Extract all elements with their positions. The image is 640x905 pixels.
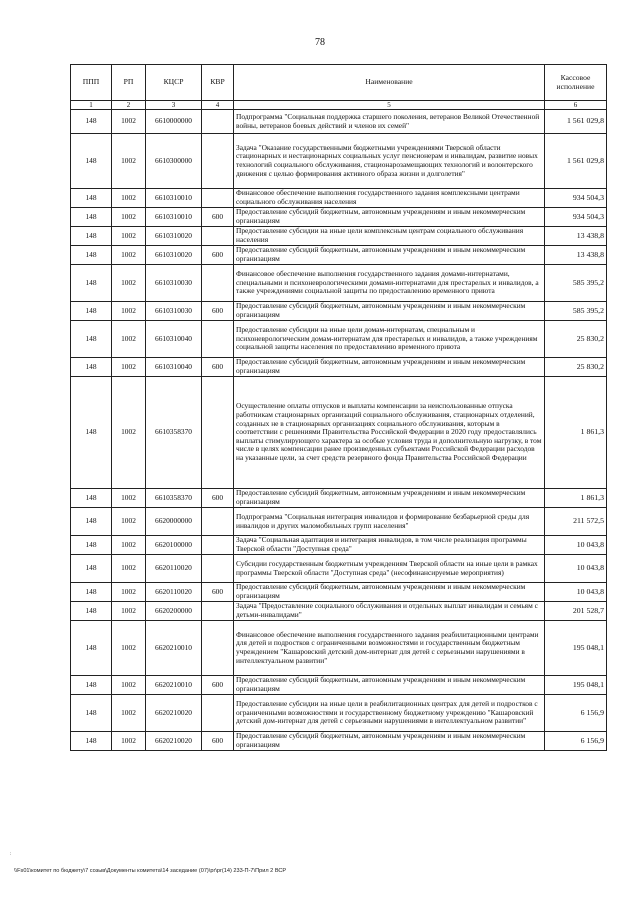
table-row bbox=[71, 227, 607, 246]
amount-cell: 13 438,8 bbox=[545, 227, 607, 246]
header-kcsr: КЦСР bbox=[146, 65, 202, 101]
kvr-cell bbox=[202, 189, 234, 208]
amount-cell: 10 043,8 bbox=[545, 536, 607, 555]
kcsr-cell: 6620000000 bbox=[146, 508, 202, 536]
name-cell: Предоставление субсидии на иные цели домам-интернатам, специальным и психоневрологическим домам-интернатам для престарелых и инвалидов, а также учреждениям социальной защиты населения по предоставлению временного приюта bbox=[234, 321, 545, 358]
kvr-cell bbox=[202, 110, 234, 134]
ppp-cell: 148 bbox=[71, 621, 112, 676]
ppp-cell: 148 bbox=[71, 358, 112, 377]
column-number: 6 bbox=[545, 101, 607, 110]
ppp-cell: 148 bbox=[71, 676, 112, 695]
kcsr-cell: 6610300000 bbox=[146, 134, 202, 189]
rp-cell: 1002 bbox=[112, 265, 146, 302]
amount-cell: 25 830,2 bbox=[545, 358, 607, 377]
kvr-cell bbox=[202, 536, 234, 555]
table-header-row bbox=[71, 65, 607, 101]
amount-cell: 934 504,3 bbox=[545, 208, 607, 227]
table-row bbox=[71, 246, 607, 265]
name-cell: Предоставление субсидий бюджетным, автономным учреждениям и иным некоммерческим организациям bbox=[234, 246, 545, 265]
kvr-cell bbox=[202, 265, 234, 302]
kcsr-cell: 6620110020 bbox=[146, 583, 202, 602]
kcsr-cell: 6620210010 bbox=[146, 676, 202, 695]
header-name: Наименование bbox=[234, 65, 545, 101]
table-row bbox=[71, 536, 607, 555]
kvr-cell: 600 bbox=[202, 246, 234, 265]
kcsr-cell: 6620200000 bbox=[146, 602, 202, 621]
kcsr-cell: 6610358370 bbox=[146, 377, 202, 489]
ppp-cell: 148 bbox=[71, 246, 112, 265]
rp-cell: 1002 bbox=[112, 621, 146, 676]
kvr-cell: 600 bbox=[202, 583, 234, 602]
rp-cell: 1002 bbox=[112, 110, 146, 134]
kvr-cell bbox=[202, 695, 234, 732]
table-row bbox=[71, 134, 607, 189]
name-cell: Финансовое обеспечение выполнения государственного задания домами-интернатами, специальными и психоневрологическими домами-интернатами для престарелых и инвалидов, а также учреждениями социальной защиты по предоставлению временного приюта bbox=[234, 265, 545, 302]
kcsr-cell: 6620210020 bbox=[146, 695, 202, 732]
header-rp: РП bbox=[112, 65, 146, 101]
table-row bbox=[71, 302, 607, 321]
margin-mark: : bbox=[10, 852, 12, 857]
amount-cell: 1 561 029,8 bbox=[545, 110, 607, 134]
kvr-cell: 600 bbox=[202, 732, 234, 751]
kcsr-cell: 6610310040 bbox=[146, 358, 202, 377]
table-row bbox=[71, 265, 607, 302]
kvr-cell bbox=[202, 321, 234, 358]
ppp-cell: 148 bbox=[71, 602, 112, 621]
name-cell: Предоставление субсидии на иные цели в реабилитационных центрах для детей и подростков с ограниченными возможностями и государственному бюджетному учреждению "Кашаровский детский дом-интернат для детей с серьезными нарушениями в интеллектуальном развитии" bbox=[234, 695, 545, 732]
kcsr-cell: 6610310030 bbox=[146, 302, 202, 321]
rp-cell: 1002 bbox=[112, 489, 146, 508]
name-cell: Предоставление субсидий бюджетным, автономным учреждениям и иным некоммерческим организациям bbox=[234, 676, 545, 695]
ppp-cell: 148 bbox=[71, 489, 112, 508]
column-number: 2 bbox=[112, 101, 146, 110]
table-row bbox=[71, 602, 607, 621]
kvr-cell: 600 bbox=[202, 676, 234, 695]
amount-cell: 6 156,9 bbox=[545, 695, 607, 732]
rp-cell: 1002 bbox=[112, 208, 146, 227]
kvr-cell bbox=[202, 508, 234, 536]
table-row bbox=[71, 732, 607, 751]
rp-cell: 1002 bbox=[112, 555, 146, 583]
table-row bbox=[71, 358, 607, 377]
name-cell: Осуществление оплаты отпусков и выплаты компенсации за неиспользованные отпуска работникам стационарных организаций социального обслуживания, стационарных отделений, созданных не в стационарных организациях социального обслуживания, которым в соответствии с решениями Правительства Российской Федерации в 2020 году предоставлялись выплаты стимулирующего характера за особые условия труда и дополнительную нагрузку, в том числе в целях компенсации ранее произведенных субъектами Российской Федерации расходов на указанные цели, за счет средств резервного фонда Правительства Российской Федерации bbox=[234, 377, 545, 489]
rp-cell: 1002 bbox=[112, 732, 146, 751]
header-kvr: КВР bbox=[202, 65, 234, 101]
kcsr-cell: 6610000000 bbox=[146, 110, 202, 134]
ppp-cell: 148 bbox=[71, 321, 112, 358]
name-cell: Предоставление субсидии на иные цели комплексным центрам социального обслуживания населения bbox=[234, 227, 545, 246]
amount-cell: 1 861,3 bbox=[545, 489, 607, 508]
file-path-footer: \\Fs01\комитет по бюджету\7 созыв\Документы комитета\14 заседание (07)\pr\pr(14) 233-П-7\Прил 2 ВСР bbox=[14, 868, 287, 874]
column-number: 1 bbox=[71, 101, 112, 110]
kcsr-cell: 6620100000 bbox=[146, 536, 202, 555]
amount-cell: 585 395,2 bbox=[545, 302, 607, 321]
amount-cell: 585 395,2 bbox=[545, 265, 607, 302]
rp-cell: 1002 bbox=[112, 246, 146, 265]
amount-cell: 195 048,1 bbox=[545, 621, 607, 676]
table-row bbox=[71, 555, 607, 583]
name-cell: Предоставление субсидий бюджетным, автономным учреждениям и иным некоммерческим организациям bbox=[234, 358, 545, 377]
kcsr-cell: 6610358370 bbox=[146, 489, 202, 508]
name-cell: Задача "Оказание государственными бюджетными учреждениями Тверской области стационарных и нестационарных социальных услуг пенсионерам и инвалидам, развитие новых технологий социального обслуживания, стационарозамещающих технологий и волонтерского движения с целью формирования активного образа жизни и долголетия" bbox=[234, 134, 545, 189]
table-row bbox=[71, 676, 607, 695]
kcsr-cell: 6610310030 bbox=[146, 265, 202, 302]
column-number: 4 bbox=[202, 101, 234, 110]
name-cell: Предоставление субсидий бюджетным, автономным учреждениям и иным некоммерческим организациям bbox=[234, 208, 545, 227]
budget-execution-table bbox=[70, 64, 607, 751]
kcsr-cell: 6610310020 bbox=[146, 246, 202, 265]
name-cell: Предоставление субсидий бюджетным, автономным учреждениям и иным некоммерческим организациям bbox=[234, 583, 545, 602]
rp-cell: 1002 bbox=[112, 134, 146, 189]
amount-cell: 10 043,8 bbox=[545, 555, 607, 583]
header-amount: Кассовое исполнение bbox=[545, 65, 607, 101]
amount-cell: 25 830,2 bbox=[545, 321, 607, 358]
ppp-cell: 148 bbox=[71, 555, 112, 583]
ppp-cell: 148 bbox=[71, 110, 112, 134]
table-row bbox=[71, 583, 607, 602]
table-row bbox=[71, 695, 607, 732]
table-row bbox=[71, 321, 607, 358]
name-cell: Подпрограмма "Социальная интеграция инвалидов и формирование безбарьерной среды для инвалидов и других маломобильных групп населения" bbox=[234, 508, 545, 536]
rp-cell: 1002 bbox=[112, 302, 146, 321]
kvr-cell: 600 bbox=[202, 302, 234, 321]
kcsr-cell: 6620110020 bbox=[146, 555, 202, 583]
table-body bbox=[71, 110, 607, 751]
amount-cell: 934 504,3 bbox=[545, 189, 607, 208]
page-number: 78 bbox=[315, 37, 325, 48]
amount-cell: 201 528,7 bbox=[545, 602, 607, 621]
ppp-cell: 148 bbox=[71, 377, 112, 489]
amount-cell: 13 438,8 bbox=[545, 246, 607, 265]
rp-cell: 1002 bbox=[112, 321, 146, 358]
rp-cell: 1002 bbox=[112, 602, 146, 621]
rp-cell: 1002 bbox=[112, 227, 146, 246]
ppp-cell: 148 bbox=[71, 695, 112, 732]
amount-cell: 1 561 029,8 bbox=[545, 134, 607, 189]
name-cell: Субсидии государственным бюджетным учреждениям Тверской области на иные цели в рамках программы Тверской области "Доступная среда" (несофинансируемые мероприятия) bbox=[234, 555, 545, 583]
rp-cell: 1002 bbox=[112, 536, 146, 555]
rp-cell: 1002 bbox=[112, 358, 146, 377]
rp-cell: 1002 bbox=[112, 189, 146, 208]
ppp-cell: 148 bbox=[71, 732, 112, 751]
table-row bbox=[71, 208, 607, 227]
name-cell: Подпрограмма "Социальная поддержка старшего поколения, ветеранов Великой Отечественной войны, ветеранов боевых действий и членов их семей" bbox=[234, 110, 545, 134]
ppp-cell: 148 bbox=[71, 508, 112, 536]
kcsr-cell: 6610310010 bbox=[146, 189, 202, 208]
rp-cell: 1002 bbox=[112, 583, 146, 602]
kvr-cell bbox=[202, 377, 234, 489]
header-ppp: ППП bbox=[71, 65, 112, 101]
rp-cell: 1002 bbox=[112, 377, 146, 489]
name-cell: Финансовое обеспечение выполнения государственного задания реабилитационными центрами для детей и подростков с ограниченными возможностями и государственным бюджетным учреждением "Кашаровский детский дом-интернат для детей с серьезными нарушениями в интеллектуальном развитии" bbox=[234, 621, 545, 676]
kvr-cell bbox=[202, 602, 234, 621]
amount-cell: 211 572,5 bbox=[545, 508, 607, 536]
ppp-cell: 148 bbox=[71, 536, 112, 555]
amount-cell: 1 861,3 bbox=[545, 377, 607, 489]
name-cell: Предоставление субсидий бюджетным, автономным учреждениям и иным некоммерческим организациям bbox=[234, 302, 545, 321]
name-cell: Предоставление субсидий бюджетным, автономным учреждениям и иным некоммерческим организациям bbox=[234, 489, 545, 508]
rp-cell: 1002 bbox=[112, 508, 146, 536]
name-cell: Задача "Социальная адаптация и интеграция инвалидов, в том числе реализация программы Тверской области "Доступная среда" bbox=[234, 536, 545, 555]
ppp-cell: 148 bbox=[71, 265, 112, 302]
column-number: 5 bbox=[234, 101, 545, 110]
column-number-row bbox=[71, 101, 607, 110]
name-cell: Задача "Предоставление социального обслуживания и отдельных выплат инвалидам и семьям с детьми-инвалидами" bbox=[234, 602, 545, 621]
kvr-cell: 600 bbox=[202, 489, 234, 508]
table-row bbox=[71, 377, 607, 489]
table-row bbox=[71, 508, 607, 536]
kvr-cell bbox=[202, 227, 234, 246]
table-row bbox=[71, 189, 607, 208]
name-cell: Финансовое обеспечение выполнения государственного задания комплексными центрами социального обслуживания населения bbox=[234, 189, 545, 208]
amount-cell: 195 048,1 bbox=[545, 676, 607, 695]
kvr-cell bbox=[202, 621, 234, 676]
kvr-cell bbox=[202, 134, 234, 189]
name-cell: Предоставление субсидий бюджетным, автономным учреждениям и иным некоммерческим организациям bbox=[234, 732, 545, 751]
kvr-cell bbox=[202, 555, 234, 583]
table-row bbox=[71, 621, 607, 676]
column-number: 3 bbox=[146, 101, 202, 110]
table-row bbox=[71, 489, 607, 508]
amount-cell: 10 043,8 bbox=[545, 583, 607, 602]
kcsr-cell: 6620210020 bbox=[146, 732, 202, 751]
rp-cell: 1002 bbox=[112, 676, 146, 695]
kcsr-cell: 6610310040 bbox=[146, 321, 202, 358]
ppp-cell: 148 bbox=[71, 227, 112, 246]
amount-cell: 6 156,9 bbox=[545, 732, 607, 751]
ppp-cell: 148 bbox=[71, 189, 112, 208]
kvr-cell: 600 bbox=[202, 358, 234, 377]
rp-cell: 1002 bbox=[112, 695, 146, 732]
kcsr-cell: 6610310020 bbox=[146, 227, 202, 246]
kvr-cell: 600 bbox=[202, 208, 234, 227]
kcsr-cell: 6620210010 bbox=[146, 621, 202, 676]
table-row bbox=[71, 110, 607, 134]
ppp-cell: 148 bbox=[71, 134, 112, 189]
ppp-cell: 148 bbox=[71, 208, 112, 227]
ppp-cell: 148 bbox=[71, 583, 112, 602]
kcsr-cell: 6610310010 bbox=[146, 208, 202, 227]
ppp-cell: 148 bbox=[71, 302, 112, 321]
